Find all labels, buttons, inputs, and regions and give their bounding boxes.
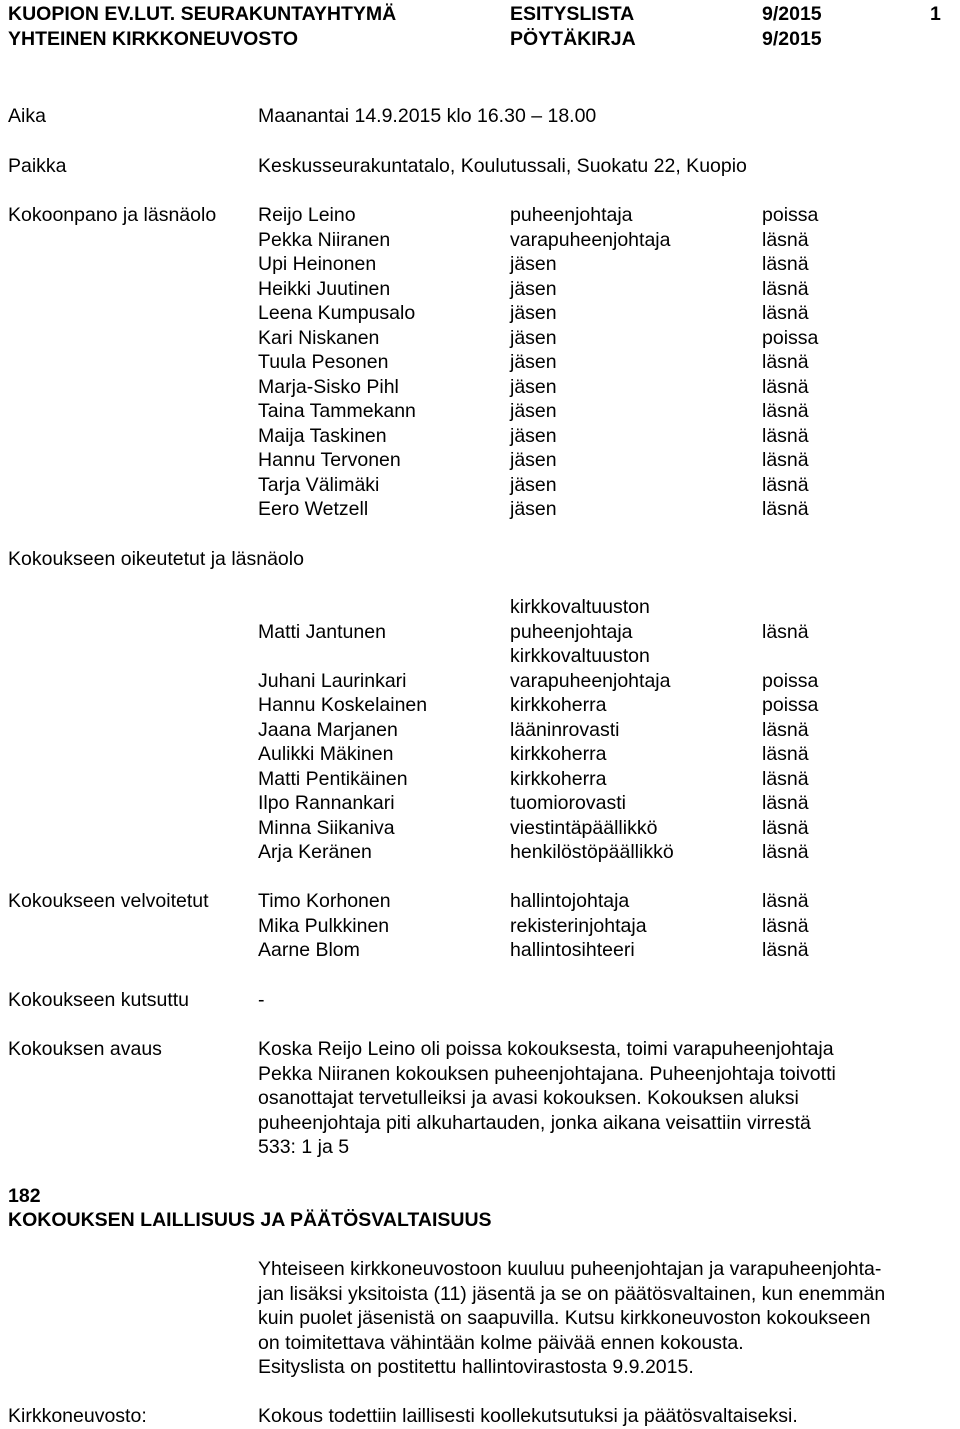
- doc-type-minutes: PÖYTÄKIRJA: [510, 28, 636, 50]
- member-status: poissa: [762, 326, 819, 349]
- member-name: Heikki Juutinen: [258, 277, 391, 300]
- member-role: jäsen: [510, 351, 557, 373]
- member-status: läsnä: [762, 473, 809, 496]
- page-number: 1: [930, 3, 941, 25]
- member-name: Reijo Leino: [258, 204, 356, 226]
- attendee-status: läsnä: [762, 620, 809, 643]
- official-name: Mika Pulkkinen: [258, 914, 390, 937]
- avaus-text: [258, 1037, 948, 1160]
- member-name: Maija Taskinen: [258, 424, 387, 447]
- attendee-role: puheenjohtaja: [510, 620, 633, 643]
- attendee-name: Matti Pentikäinen: [258, 767, 408, 790]
- section-number: 182: [8, 1185, 41, 1207]
- attendee-name: Juhani Laurinkari: [258, 669, 407, 692]
- attendee-name: Aulikki Mäkinen: [258, 743, 394, 765]
- official-role: rekisterinjohtaja: [510, 914, 647, 937]
- attendee-role: kirkkovaltuuston: [510, 596, 650, 618]
- member-name: Leena Kumpusalo: [258, 302, 416, 324]
- avaus-label: Kokouksen avaus: [8, 1038, 162, 1060]
- avaus-line: Koska Reijo Leino oli poissa kokouksesta, toimi varapuheenjohtaja: [258, 1038, 834, 1060]
- member-role: jäsen: [510, 424, 557, 447]
- aika-label: Aika: [8, 105, 46, 127]
- official-status: läsnä: [762, 890, 809, 912]
- agenda-number: 9/2015: [762, 3, 822, 25]
- member-status: läsnä: [762, 498, 809, 520]
- doc-type-agenda: ESITYSLISTA: [510, 3, 635, 25]
- member-name: Taina Tammekann: [258, 400, 416, 422]
- member-status: läsnä: [762, 449, 809, 471]
- kokoonpano-label: Kokoonpano ja läsnäolo: [8, 204, 217, 226]
- minutes-number: 9/2015: [762, 28, 822, 50]
- attendee-status: läsnä: [762, 743, 809, 765]
- attendee-role: kirkkovaltuuston: [510, 645, 650, 667]
- attendee-role: varapuheenjohtaja: [510, 669, 671, 692]
- member-name: Marja-Sisko Pihl: [258, 375, 399, 398]
- kutsuttu-value: -: [258, 989, 265, 1011]
- section-title: KOKOUKSEN LAILLISUUS JA PÄÄTÖSVALTAISUUS: [8, 1209, 492, 1231]
- velvoitetut-label: Kokoukseen velvoitetut: [8, 890, 209, 912]
- attendee-status: poissa: [762, 694, 819, 716]
- aika-value: Maanantai 14.9.2015 klo 16.30 – 18.00: [258, 105, 597, 127]
- member-role: varapuheenjohtaja: [510, 228, 671, 251]
- attendee-status: läsnä: [762, 792, 809, 814]
- member-role: jäsen: [510, 473, 557, 496]
- member-status: läsnä: [762, 351, 809, 373]
- attendee-role: henkilöstöpäällikkö: [510, 841, 674, 863]
- official-status: läsnä: [762, 939, 809, 961]
- member-status: läsnä: [762, 277, 809, 300]
- attendee-status: läsnä: [762, 718, 809, 741]
- member-name: Pekka Niiranen: [258, 228, 391, 251]
- attendee-name: Ilpo Rannankari: [258, 792, 395, 814]
- member-role: jäsen: [510, 449, 557, 471]
- attendee-role: kirkkoherra: [510, 743, 607, 765]
- member-name: Upi Heinonen: [258, 253, 377, 275]
- attendee-name: Arja Keränen: [258, 841, 372, 863]
- attendee-status: poissa: [762, 669, 819, 692]
- org-name: KUOPION EV.LUT. SEURAKUNTAYHTYMÄ: [8, 3, 397, 25]
- member-name: Kari Niskanen: [258, 326, 380, 349]
- section-line: Esityslista on postitettu hallintovirastosta 9.9.2015.: [258, 1356, 694, 1378]
- official-status: läsnä: [762, 914, 809, 937]
- decision-label: Kirkkoneuvosto:: [8, 1405, 147, 1427]
- attendee-name: Matti Jantunen: [258, 620, 386, 643]
- member-name: Tarja Välimäki: [258, 473, 380, 496]
- avaus-line: Pekka Niiranen kokouksen puheenjohtajana. Puheenjohtaja toivotti: [258, 1062, 836, 1085]
- attendee-name: Minna Siikaniva: [258, 816, 395, 839]
- official-name: Aarne Blom: [258, 939, 360, 961]
- avaus-line: osanottajat tervetulleiksi ja avasi kokouksen. Kokouksen aluksi: [258, 1087, 799, 1109]
- decision-text: Kokous todettiin laillisesti koollekutsutuksi ja päätösvaltaiseksi.: [258, 1405, 798, 1427]
- section-line: kuin puolet jäsenistä on saapuvilla. Kutsu kirkkoneuvoston kokoukseen: [258, 1307, 871, 1329]
- member-role: puheenjohtaja: [510, 204, 633, 226]
- attendee-role: kirkkoherra: [510, 694, 607, 716]
- section-line: jan lisäksi yksitoista (11) jäsentä ja se on päätösvaltainen, kun enemmän: [258, 1282, 886, 1305]
- attendee-role: viestintäpäällikkö: [510, 816, 658, 839]
- attendee-role: tuomiorovasti: [510, 792, 626, 814]
- member-status: läsnä: [762, 400, 809, 422]
- avaus-line: 533: 1 ja 5: [258, 1136, 350, 1158]
- attendee-role: lääninrovasti: [510, 718, 620, 741]
- member-role: jäsen: [510, 277, 557, 300]
- member-role: jäsen: [510, 253, 557, 275]
- section-text: [258, 1257, 948, 1380]
- attendee-status: läsnä: [762, 816, 809, 839]
- member-name: Hannu Tervonen: [258, 449, 401, 471]
- member-role: jäsen: [510, 326, 557, 349]
- paikka-label: Paikka: [8, 155, 67, 177]
- official-role: hallintosihteeri: [510, 939, 635, 961]
- kutsuttu-label: Kokoukseen kutsuttu: [8, 989, 190, 1011]
- section-line: Yhteiseen kirkkoneuvostoon kuuluu puheenjohtajan ja varapuheenjohta-: [258, 1258, 882, 1280]
- member-status: poissa: [762, 204, 819, 226]
- attendee-name: Jaana Marjanen: [258, 718, 398, 741]
- avaus-line: puheenjohtaja piti alkuhartauden, jonka aikana veisattiin virrestä: [258, 1111, 811, 1134]
- member-role: jäsen: [510, 498, 557, 520]
- member-status: läsnä: [762, 253, 809, 275]
- member-status: läsnä: [762, 424, 809, 447]
- attendee-status: läsnä: [762, 841, 809, 863]
- member-status: läsnä: [762, 375, 809, 398]
- member-role: jäsen: [510, 400, 557, 422]
- member-status: läsnä: [762, 302, 809, 324]
- member-role: jäsen: [510, 375, 557, 398]
- attendee-role: kirkkoherra: [510, 767, 607, 790]
- attendee-status: läsnä: [762, 767, 809, 790]
- official-role: hallintojohtaja: [510, 890, 630, 912]
- paikka-value: Keskusseurakuntatalo, Koulutussali, Suokatu 22, Kuopio: [258, 155, 747, 177]
- official-name: Timo Korhonen: [258, 890, 391, 912]
- member-role: jäsen: [510, 302, 557, 324]
- member-name: Eero Wetzell: [258, 498, 369, 520]
- body-name: YHTEINEN KIRKKONEUVOSTO: [8, 28, 299, 50]
- member-status: läsnä: [762, 228, 809, 251]
- section-line: on toimitettava vähintään kolme päivää ennen kokousta.: [258, 1331, 744, 1354]
- attendee-name: Hannu Koskelainen: [258, 694, 428, 716]
- oikeutetut-label: Kokoukseen oikeutetut ja läsnäolo: [8, 548, 304, 570]
- member-name: Tuula Pesonen: [258, 351, 389, 373]
